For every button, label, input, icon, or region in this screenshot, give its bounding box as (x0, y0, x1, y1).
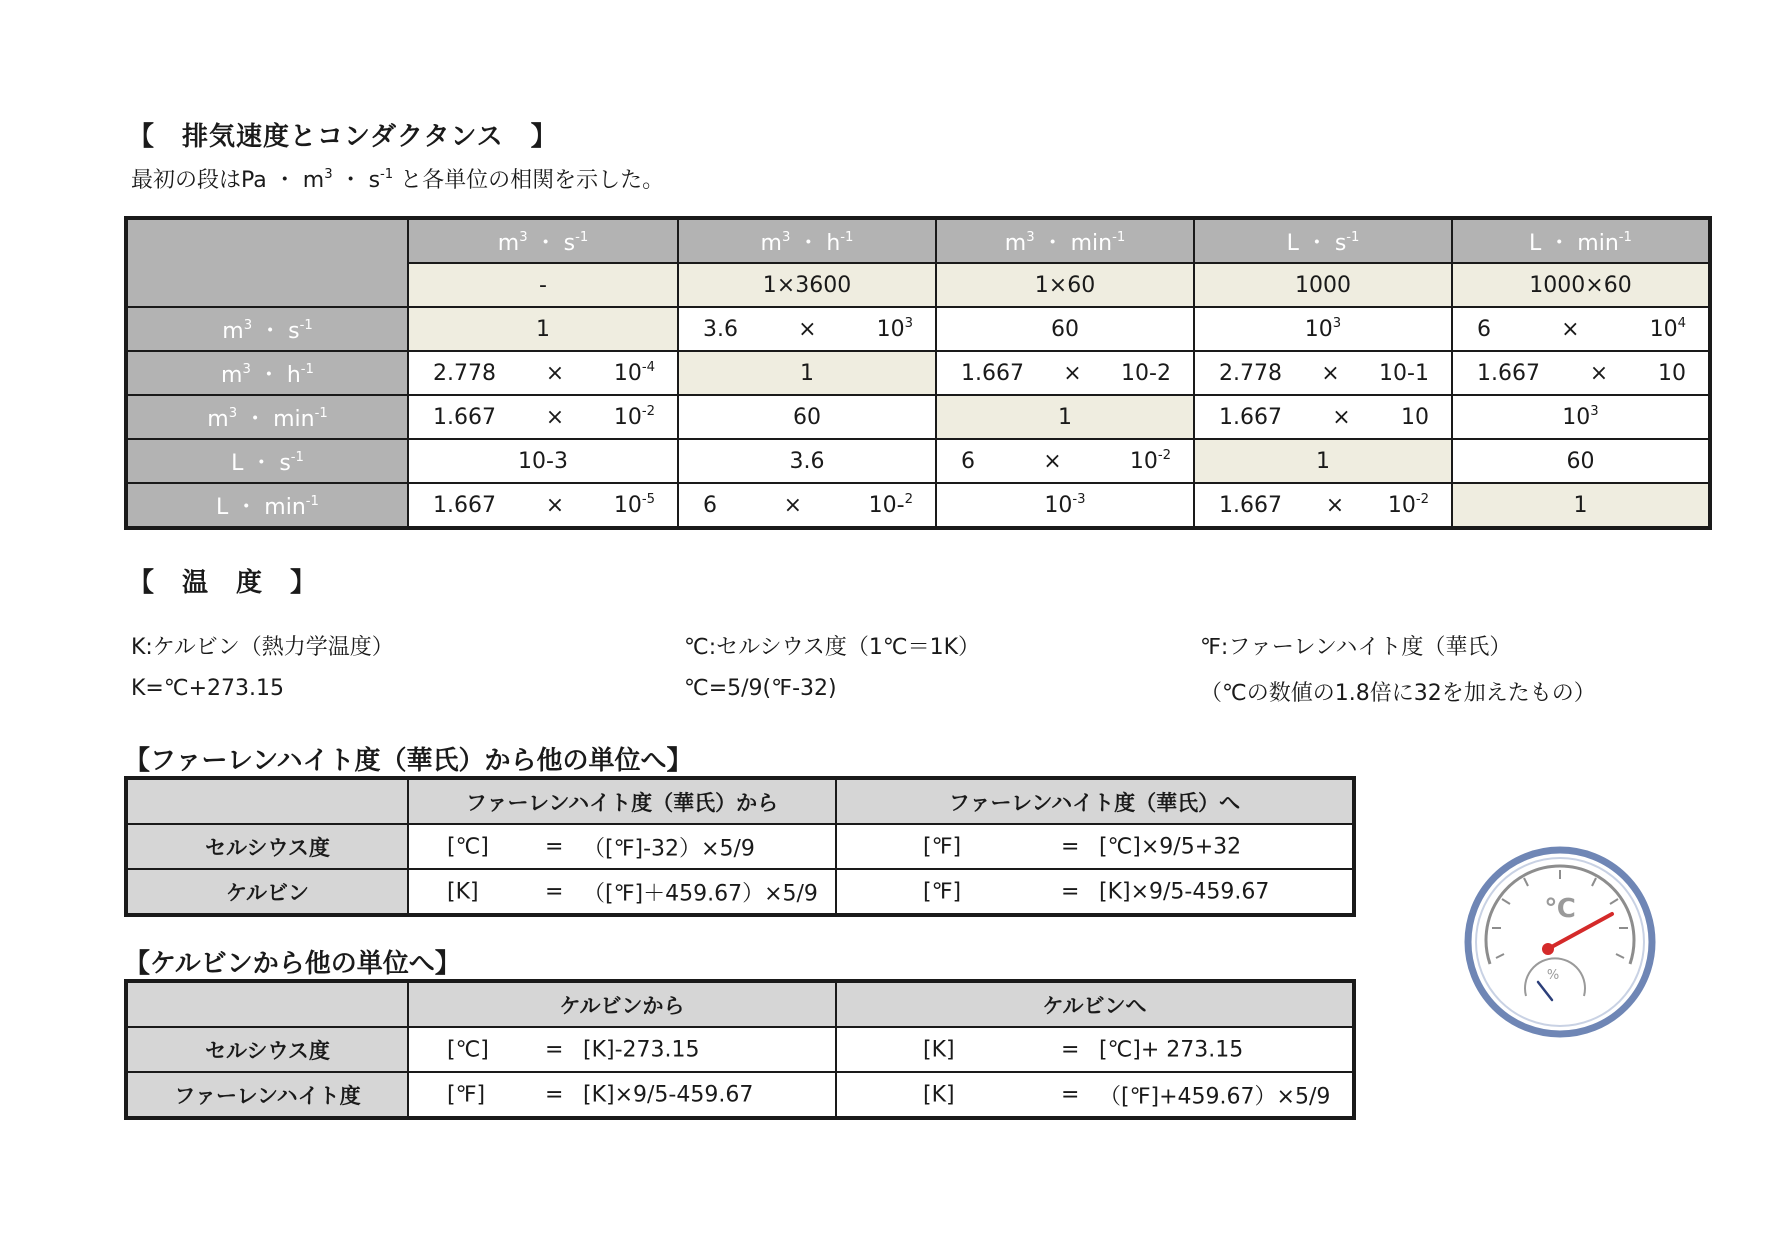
table-cell: 1 (678, 351, 936, 395)
corner-cell (126, 778, 408, 824)
fahrenheit-note: （℃の数値の1.8倍に32を加えたもの） (1200, 681, 1596, 706)
table-cell: 1.667 × $10^{-2}$ (1194, 483, 1452, 528)
table-cell: 1 (936, 395, 1194, 439)
table-cell: 1 (408, 307, 678, 351)
table-cell: $10^3$ (1452, 395, 1710, 439)
row-header-celsius: セルシウス度 (126, 824, 408, 869)
col-factor: 1×60 (936, 263, 1194, 307)
row-header-unit: L ・ $\min^{-1}$ (126, 483, 408, 528)
formula-cell: [℃] = [K]-273.15 (408, 1027, 836, 1072)
table-cell: 1.667 × $10^{-5}$ (408, 483, 678, 528)
col-factor: - (408, 263, 678, 307)
formula-cell: [K] = （[℉]＋459.67）×5/9 (408, 869, 836, 915)
row-header-kelvin: ケルビン (126, 869, 408, 915)
kelvin-conversion-table (124, 979, 1356, 1120)
section-title-temperature: 【 温 度 】 (128, 568, 318, 598)
row-header-fahrenheit: ファーレンハイト度 (126, 1072, 408, 1118)
table-cell: 2.778 × $10^{-4}$ (408, 351, 678, 395)
col-factor: 1000 (1194, 263, 1452, 307)
section-intro: 最初の段はPa ・ $m^3$ ・ $s^{-1}$ と各単位の相関を示した。 (131, 166, 665, 193)
fahrenheit-definition: ℉:ファーレンハイト度（華氏） (1200, 635, 1512, 660)
gauge-unit-label: ℃ (1544, 894, 1576, 924)
table-cell: $10^{-3}$ (936, 483, 1194, 528)
col-header-unit: $m^3$ ・ $\min^{-1}$ (936, 218, 1194, 263)
table-cell: 1.667 × $10^{-2}$ (408, 395, 678, 439)
formula-cell: [℃] = （[℉]-32）×5/9 (408, 824, 836, 869)
thermometer-gauge-icon (1460, 842, 1660, 1042)
col-header-unit: L ・ $\min^{-1}$ (1452, 218, 1710, 263)
table-cell: 6 × $10^{-2}$ (936, 439, 1194, 483)
row-header-celsius: セルシウス度 (126, 1027, 408, 1072)
table-cell: 10-3 (408, 439, 678, 483)
col-header-unit: $m^3$ ・ $s^{-1}$ (408, 218, 678, 263)
section-title-pumping-speed: 【 排気速度とコンダクタンス 】 (128, 122, 558, 152)
col-header-to: ファーレンハイト度（華氏）へ (836, 778, 1354, 824)
col-header-from: ケルビンから (408, 981, 836, 1027)
kelvin-table-title: 【ケルビンから他の単位へ】 (124, 949, 461, 979)
table-cell: 1 (1452, 483, 1710, 528)
pumping-speed-table (124, 216, 1712, 530)
table-cell: 60 (678, 395, 936, 439)
table-cell: 1.667 × 10 (1194, 395, 1452, 439)
fahrenheit-table-title: 【ファーレンハイト度（華氏）から他の単位へ】 (124, 746, 693, 776)
table-cell: 3.6 × $10^3$ (678, 307, 936, 351)
celsius-formula: ℃=5/9(℉-32) (684, 676, 837, 701)
table-cell: 60 (936, 307, 1194, 351)
formula-cell: [℉] = [K]×9/5-459.67 (408, 1072, 836, 1118)
row-header-unit: $m^3$ ・ $h^{-1}$ (126, 351, 408, 395)
table-cell: 60 (1452, 439, 1710, 483)
corner-cell (126, 981, 408, 1027)
humidity-label: % (1546, 968, 1560, 983)
table-cell: 2.778 × 10-1 (1194, 351, 1452, 395)
table-cell: 1.667 × 10 (1452, 351, 1710, 395)
formula-cell: [℉] = [℃]×9/5+32 (836, 824, 1354, 869)
fahrenheit-conversion-table (124, 776, 1356, 917)
col-header-unit: L ・ $s^{-1}$ (1194, 218, 1452, 263)
table-cell: 1 (1194, 439, 1452, 483)
col-header-from: ファーレンハイト度（華氏）から (408, 778, 836, 824)
table-cell: 6 × $10^4$ (1452, 307, 1710, 351)
kelvin-formula: K=℃+273.15 (131, 676, 284, 701)
col-header-to: ケルビンへ (836, 981, 1354, 1027)
table-cell: 3.6 (678, 439, 936, 483)
table-cell: 6 × 10-$^2$ (678, 483, 936, 528)
kelvin-definition: K:ケルビン（熱力学温度） (131, 635, 394, 660)
celsius-definition: ℃:セルシウス度（1℃＝1K） (684, 635, 981, 660)
col-header-unit: $m^3$ ・ $h^{-1}$ (678, 218, 936, 263)
col-factor: 1×3600 (678, 263, 936, 307)
row-header-unit: $m^3$ ・ $s^{-1}$ (126, 307, 408, 351)
needle-pivot (1542, 943, 1554, 955)
row-header-unit: L ・ $s^{-1}$ (126, 439, 408, 483)
table-cell: 1.667 × 10-2 (936, 351, 1194, 395)
formula-cell: [K] = [℃]+ 273.15 (836, 1027, 1354, 1072)
formula-cell: [℉] = [K]×9/5-459.67 (836, 869, 1354, 915)
formula-cell: [K] = （[℉]+459.67）×5/9 (836, 1072, 1354, 1118)
col-factor: 1000×60 (1452, 263, 1710, 307)
row-header-unit: $m^3$ ・ $\min^{-1}$ (126, 395, 408, 439)
corner-cell (126, 218, 408, 307)
table-cell: $10^3$ (1194, 307, 1452, 351)
